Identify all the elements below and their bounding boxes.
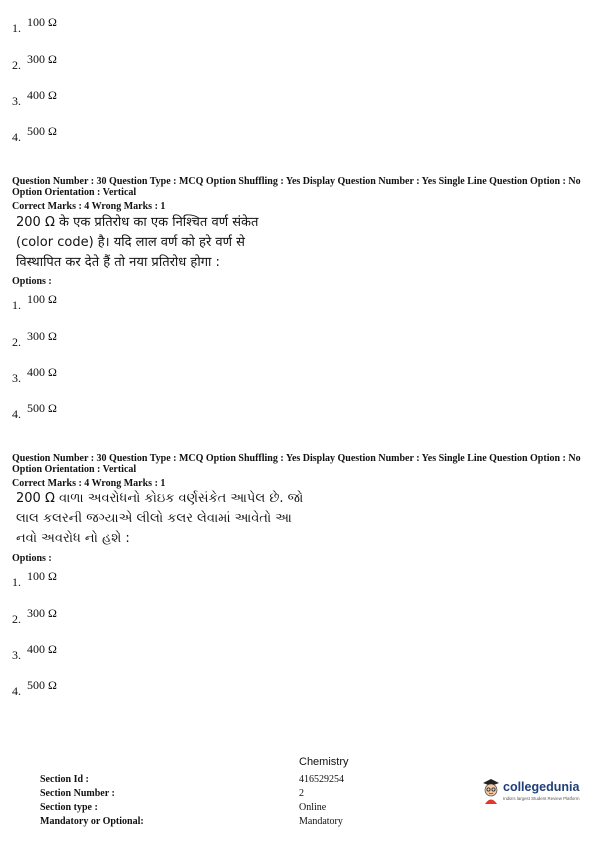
option-value: 300 Ω <box>27 52 57 66</box>
mascot-icon <box>480 777 502 805</box>
option-value: 500 Ω <box>27 678 57 692</box>
question-header: Question Number : 30 Question Type : MCQ Option Shuffling : Yes Display Question Number : Yes Single Line Question Option : No Option Orientation : Vertical <box>12 453 581 475</box>
section-type-label: Section type : <box>40 802 98 813</box>
logo-wordmark: collegedunia <box>503 780 580 794</box>
question-text-line: 200 Ω વાળા અવરોધનો કોઇક વર્ણસંકેત આપેલ છે. જો <box>16 491 304 506</box>
question-text-line: લાલ કલરની જગ્યાએ લીલો કલર લેવામાં આવેતો આ <box>16 511 292 526</box>
section-id-label: Section Id : <box>40 774 89 785</box>
question-text-line: નવો અવરોધ નો હશે : <box>16 531 130 546</box>
option-value: 500 Ω <box>27 124 57 138</box>
option-number: 2. <box>12 612 21 626</box>
option-number: 1. <box>12 21 21 35</box>
option-value: 100 Ω <box>27 569 57 583</box>
option-number: 1. <box>12 298 21 312</box>
question-marks: Correct Marks : 4 Wrong Marks : 1 <box>12 201 166 212</box>
section-type-value: Online <box>299 802 327 813</box>
option-value: 300 Ω <box>27 329 57 343</box>
option-number: 3. <box>12 648 21 662</box>
option-value: 400 Ω <box>27 642 57 656</box>
logo-tagline: India's largest Student Review Platform <box>503 796 580 801</box>
option-number: 2. <box>12 58 21 72</box>
option-value: 400 Ω <box>27 88 57 102</box>
question-header: Question Number : 30 Question Type : MCQ Option Shuffling : Yes Display Question Number : Yes Single Line Question Option : No Option Orientation : Vertical <box>12 176 581 198</box>
mandatory-label: Mandatory or Optional: <box>40 816 144 827</box>
option-value: 400 Ω <box>27 365 57 379</box>
options-label: Options : <box>12 553 52 564</box>
collegedunia-logo <box>480 777 590 805</box>
option-value: 500 Ω <box>27 401 57 415</box>
section-number-label: Section Number : <box>40 788 115 799</box>
section-id-value: 416529254 <box>299 774 344 785</box>
options-label: Options : <box>12 276 52 287</box>
question-marks: Correct Marks : 4 Wrong Marks : 1 <box>12 478 166 489</box>
option-number: 4. <box>12 407 21 421</box>
option-number: 3. <box>12 94 21 108</box>
option-value: 100 Ω <box>27 15 57 29</box>
question-text-line: 200 Ω के एक प्रतिरोध का एक निश्चित वर्ण संकेत <box>16 215 259 230</box>
option-value: 300 Ω <box>27 606 57 620</box>
option-number: 2. <box>12 335 21 349</box>
option-number: 4. <box>12 684 21 698</box>
question-text-line: (color code) है। यदि लाल वर्ण को हरे वर्ण से <box>16 235 245 250</box>
mandatory-value: Mandatory <box>299 816 343 827</box>
option-number: 3. <box>12 371 21 385</box>
option-number: 1. <box>12 575 21 589</box>
subject-title: Chemistry <box>299 756 349 768</box>
question-text-line: विस्थापित कर देते हैं तो नया प्रतिरोध होगा : <box>16 255 220 270</box>
option-number: 4. <box>12 130 21 144</box>
section-number-value: 2 <box>299 788 304 799</box>
option-value: 100 Ω <box>27 292 57 306</box>
